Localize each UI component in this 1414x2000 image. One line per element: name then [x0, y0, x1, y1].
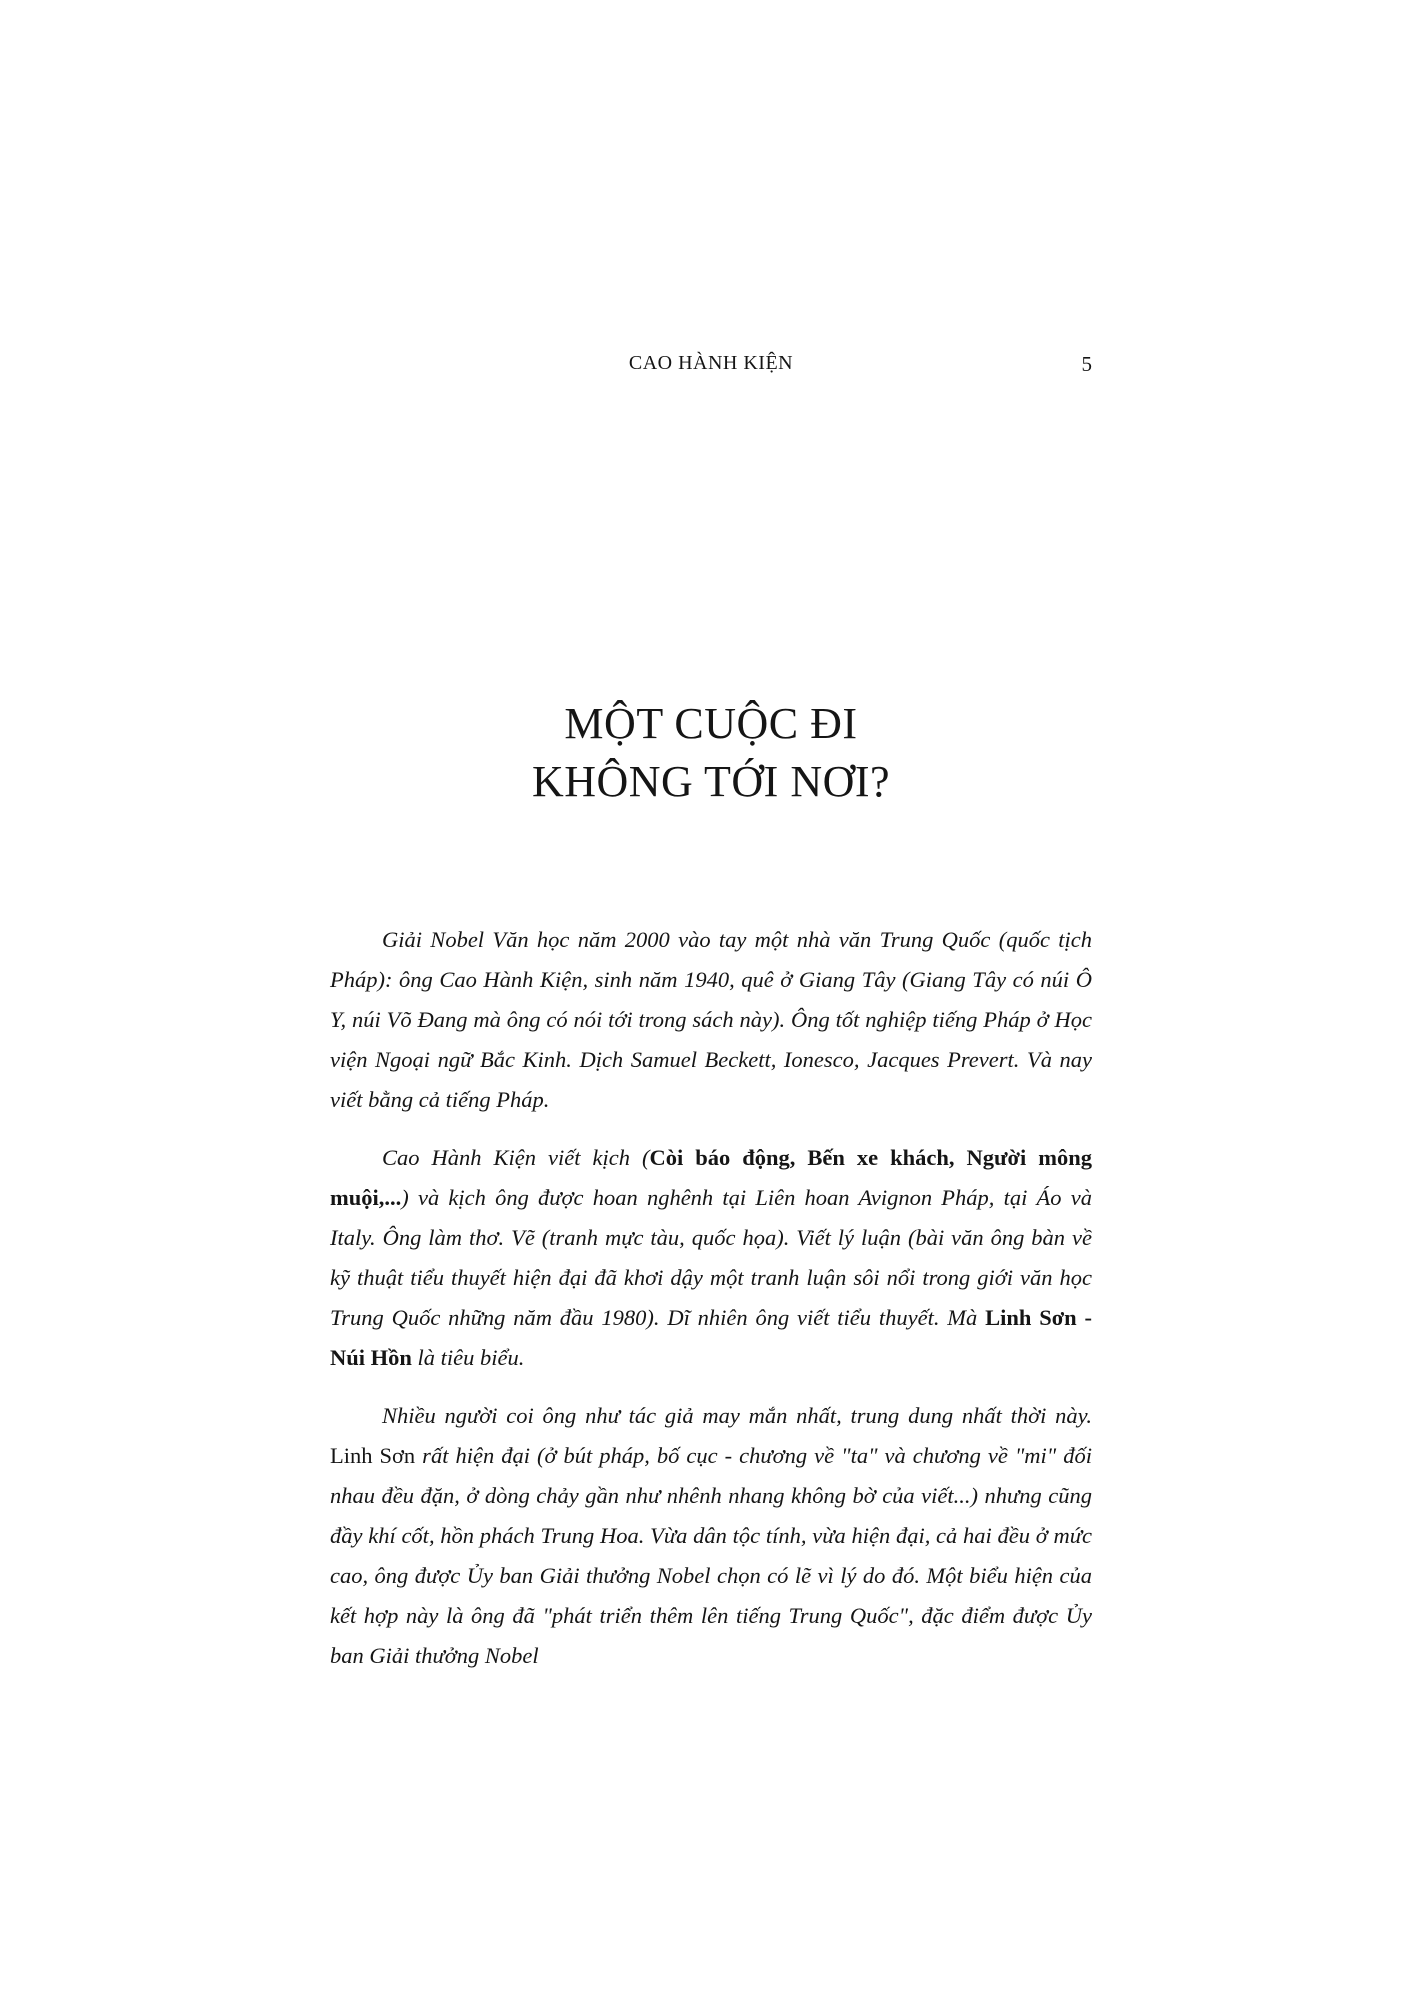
paragraph-2-text-2: ) và kịch ông được hoan nghênh tại Liên hoan Avignon Pháp, tại Áo và Italy. Ông làm thơ. Vẽ (tranh mực tàu, quốc họa). Viết lý luận (bài văn ông bàn về kỹ thuật tiểu thuyết hiện đại đã khơi dậy một tranh luận sôi nổi trong giới văn học Trung Quốc những năm đầu 1980). Dĩ nhiên ông viết tiểu thuyết. Mà	[330, 1185, 1092, 1330]
paragraph-2	[330, 1138, 1092, 1378]
paragraph-1: Giải Nobel Văn học năm 2000 vào tay một nhà văn Trung Quốc (quốc tịch Pháp): ông Cao Hành Kiện, sinh năm 1940, quê ở Giang Tây (Giang Tây có núi Ô Y, núi Võ Đang mà ông có nói tới trong sách này). Ông tốt nghiệp tiếng Pháp ở Học viện Ngoại ngữ Bắc Kinh. Dịch Samuel Beckett, Ionesco, Jacques Prevert. Và nay viết bằng cả tiếng Pháp.	[330, 927, 1092, 1112]
paragraph-3-text-1: Nhiều người coi ông như tác giả may mắn nhất, trung dung nhất thời này.	[382, 1403, 1092, 1428]
chapter-title-line-1: MỘT CUỘC ĐI	[564, 699, 858, 748]
chapter-title-line-2: KHÔNG TỚI NƠI?	[531, 757, 891, 806]
running-title: CAO HÀNH KIỆN	[628, 352, 794, 374]
novel-title: Linh Sơn - Núi Hồn	[330, 1305, 1092, 1370]
chapter-title	[330, 695, 1092, 811]
paragraph-3-text-2: rất hiện đại (ở bút pháp, bố cục - chương về "ta" và chương về "mi" đối nhau đều đặn, ở dòng chảy gần như nhênh nhang không bờ của viết...) nhưng cũng đầy khí cốt, hồn phách Trung Hoa. Vừa dân tộc tính, vừa hiện đại, cả hai đều ở mức cao, ông được Ủy ban Giải thưởng Nobel chọn có lẽ vì lý do đó. Một biểu hiện của kết hợp này là ông đã "phát triển thêm lên tiếng Trung Quốc", đặc điểm được Ủy ban Giải thưởng Nobel	[330, 1443, 1092, 1668]
running-head	[330, 352, 1092, 382]
body-text	[330, 920, 1092, 1694]
paragraph-2-text-1: Cao Hành Kiện viết kịch (	[382, 1145, 650, 1170]
play-titles: Còi báo động, Bến xe khách, Người mông muội,...	[330, 1145, 1092, 1210]
paragraph-3	[330, 1396, 1092, 1676]
page-number: 5	[1081, 352, 1092, 376]
paragraph-2-text-3: là tiêu biểu.	[411, 1345, 525, 1370]
novel-name-inline: Linh Sơn	[330, 1443, 416, 1468]
